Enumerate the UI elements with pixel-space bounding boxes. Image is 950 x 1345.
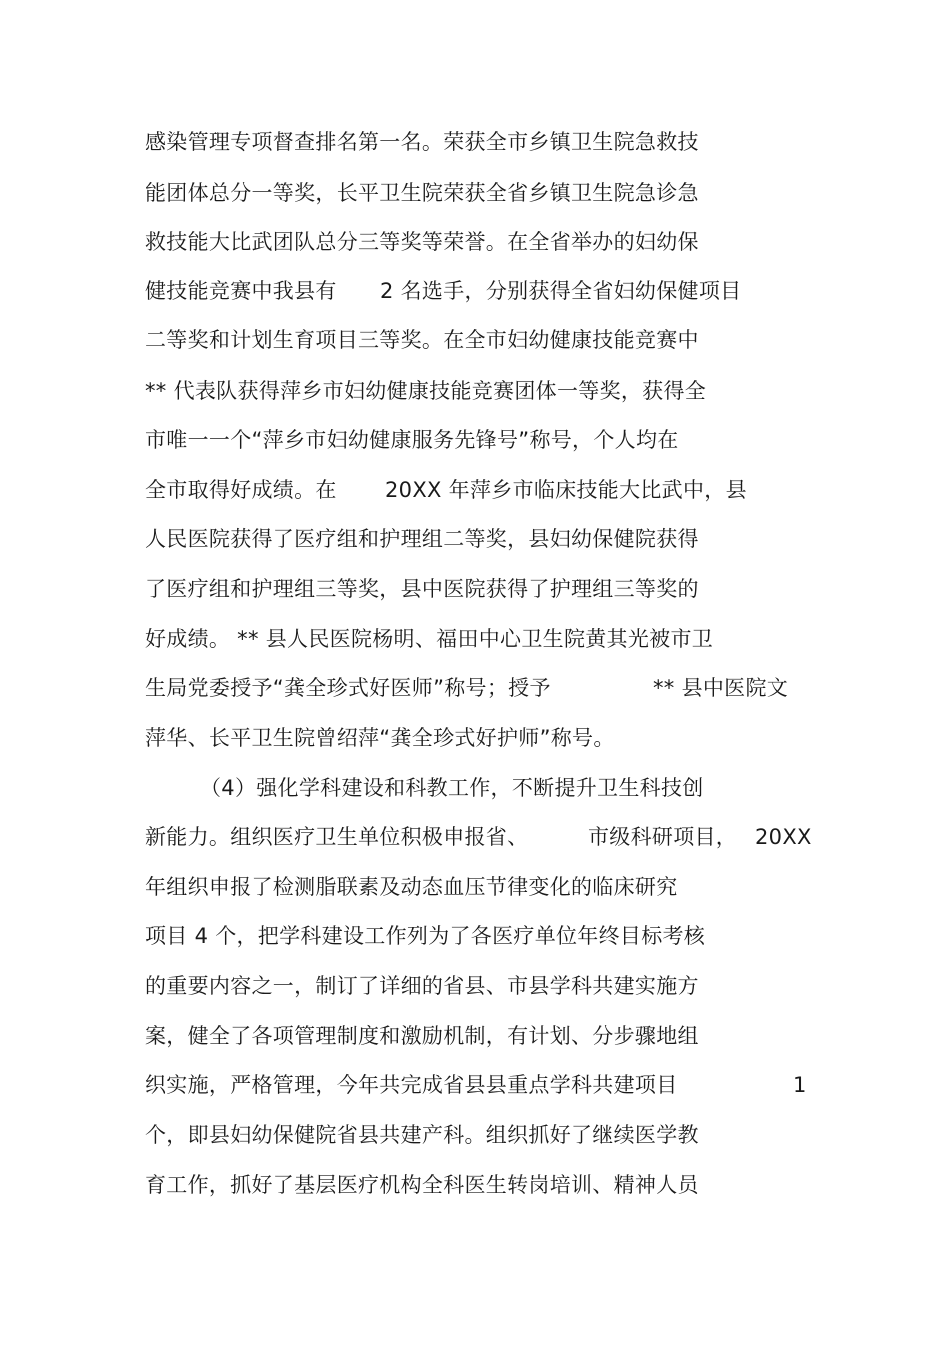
text-segment: 人民医院获得了医疗组和护理组二等奖，县妇幼保健院获得: [145, 527, 699, 551]
text-segment: 二等奖和计划生育项目三等奖。在全市妇幼健康技能竞赛中: [145, 328, 699, 352]
text-segment: 1: [793, 1073, 807, 1097]
text-segment: 全市取得好成绩。在: [145, 478, 337, 502]
text-segment: 育工作，抓好了基层医疗机构全科医生转岗培训、精神人员: [145, 1173, 699, 1197]
text-segment: 项目 4 个，把学科建设工作列为了各医疗单位年终目标考核: [145, 924, 706, 948]
text-segment: 个，即县妇幼保健院省县共建产科。组织抓好了继续医学教: [145, 1123, 699, 1147]
text-segment: 市唯一一个“萍乡市妇幼健康服务先锋号”称号，个人均在: [145, 428, 679, 452]
text-segment: 好成绩。 ** 县人民医院杨明、福田中心卫生院黄其光被市卫: [145, 627, 714, 651]
text-segment: 了医疗组和护理组三等奖，县中医院获得了护理组三等奖的: [145, 577, 699, 601]
text-segment: 2 名选手，分别获得全省妇幼保健项目: [380, 279, 742, 303]
text-segment: 20XX: [755, 825, 812, 849]
text-segment: 救技能大比武团队总分三等奖等荣誉。在全省举办的妇幼保: [145, 230, 699, 254]
text-segment: 能团体总分一等奖，长平卫生院荣获全省乡镇卫生院急诊急: [145, 181, 699, 205]
text-segment: 感染管理专项督查排名第一名。荣获全市乡镇卫生院急救技: [145, 130, 699, 154]
text-segment: ** 县中医院文: [653, 676, 789, 700]
text-segment: 健技能竞赛中我县有: [145, 279, 337, 303]
text-segment: 萍华、长平卫生院曾绍萍“龚全珍式好护师”称号。: [145, 726, 615, 750]
text-segment: （4）强化学科建设和科教工作，不断提升卫生科技创: [200, 776, 704, 800]
text-segment: 生局党委授予“龚全珍式好医师”称号；授予: [145, 676, 551, 700]
text-segment: 织实施，严格管理，今年共完成省县县重点学科共建项目: [145, 1073, 678, 1097]
text-segment: 案，健全了各项管理制度和激励机制，有计划、分步骤地组: [145, 1024, 699, 1048]
text-segment: 市级科研项目，: [588, 825, 738, 849]
text-segment: 年组织申报了检测脂联素及动态血压节律变化的临床研究: [145, 875, 678, 899]
text-segment: ** 代表队获得萍乡市妇幼健康技能竞赛团体一等奖，获得全: [145, 379, 707, 403]
text-segment: 新能力。组织医疗卫生单位积极申报省、: [145, 825, 529, 849]
text-segment: 20XX 年萍乡市临床技能大比武中，县: [385, 478, 747, 502]
text-segment: 的重要内容之一，制订了详细的省县、市县学科共建实施方: [145, 974, 699, 998]
